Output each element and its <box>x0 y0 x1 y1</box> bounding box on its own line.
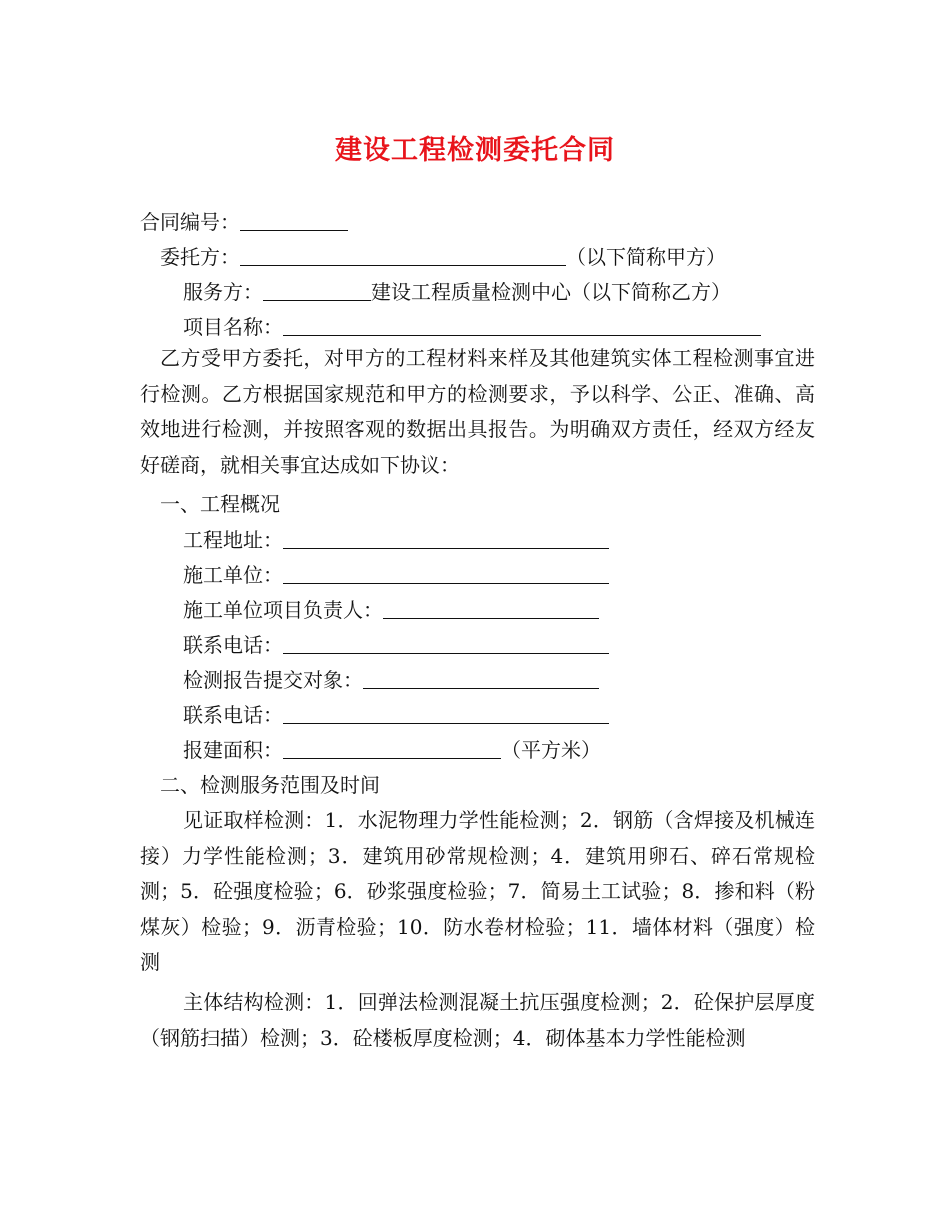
phone-line-1 <box>183 631 609 659</box>
field-label: 施工单位项目负责人： <box>183 598 383 622</box>
project-manager-line <box>183 596 599 624</box>
client-label: 委托方： <box>160 245 240 269</box>
report-recipient-blank[interactable] <box>363 668 599 689</box>
phone-blank-1[interactable] <box>283 633 609 654</box>
phone-blank-2[interactable] <box>283 703 609 724</box>
client-line <box>160 243 726 271</box>
project-name-line <box>183 313 761 341</box>
intro-paragraph: 乙方受甲方委托，对甲方的工程材料来样及其他建筑实体工程检测事宜进行检测。乙方根据国家规范和甲方的检测要求，予以科学、公正、准确、高效地进行检测，并按照客观的数据出具报告。为明确双方责任，经双方经友好磋商，就相关事宜达成如下协议： <box>140 346 815 477</box>
building-area-blank[interactable] <box>283 738 501 759</box>
document-title: 建设工程检测委托合同 <box>335 135 615 166</box>
project-name-label: 项目名称： <box>183 315 283 339</box>
section1-heading: 一、工程概况 <box>160 492 280 516</box>
report-recipient-line <box>183 666 599 694</box>
field-label: 施工单位： <box>183 563 283 587</box>
provider-label: 服务方： <box>183 280 263 304</box>
construction-unit-blank[interactable] <box>283 563 609 584</box>
contract-number-label: 合同编号： <box>140 210 240 234</box>
project-address-line <box>183 526 609 554</box>
provider-suffix: 建设工程质量检测中心（以下简称乙方） <box>371 280 731 304</box>
construction-unit-line <box>183 561 609 589</box>
section2-heading: 二、检测服务范围及时间 <box>160 773 380 797</box>
project-manager-blank[interactable] <box>383 598 599 619</box>
field-label: 联系电话： <box>183 633 283 657</box>
structure-testing-paragraph: 主体结构检测：1．回弹法检测混凝土抗压强度检测；2．砼保护层厚度（钢筋扫描）检测；3．砼楼板厚度检测；4．砌体基本力学性能检测 <box>140 990 815 1050</box>
field-label: 工程地址： <box>183 528 283 552</box>
client-suffix: （以下简称甲方） <box>566 245 726 269</box>
phone-line-2 <box>183 701 609 729</box>
client-blank[interactable] <box>240 245 566 266</box>
provider-blank[interactable] <box>263 280 371 301</box>
contract-number-line <box>140 208 348 236</box>
provider-line <box>183 278 731 306</box>
project-address-blank[interactable] <box>283 528 609 549</box>
area-unit: （平方米） <box>501 738 601 762</box>
witness-sampling-paragraph: 见证取样检测：1．水泥物理力学性能检测；2．钢筋（含焊接及机械连接）力学性能检测；3．建筑用砂常规检测；4．建筑用卵石、碎石常规检测；5．砼强度检验；6．砂浆强度检验；7．简易土工试验；8．掺和料（粉煤灰）检验；9．沥青检验；10．防水卷材检验；11．墙体材料（强度）检测 <box>140 808 815 974</box>
contract-number-blank[interactable] <box>240 210 348 231</box>
project-name-blank[interactable] <box>283 315 761 336</box>
field-label: 检测报告提交对象： <box>183 668 363 692</box>
building-area-line <box>183 736 601 764</box>
field-label: 报建面积： <box>183 738 283 762</box>
field-label: 联系电话： <box>183 703 283 727</box>
